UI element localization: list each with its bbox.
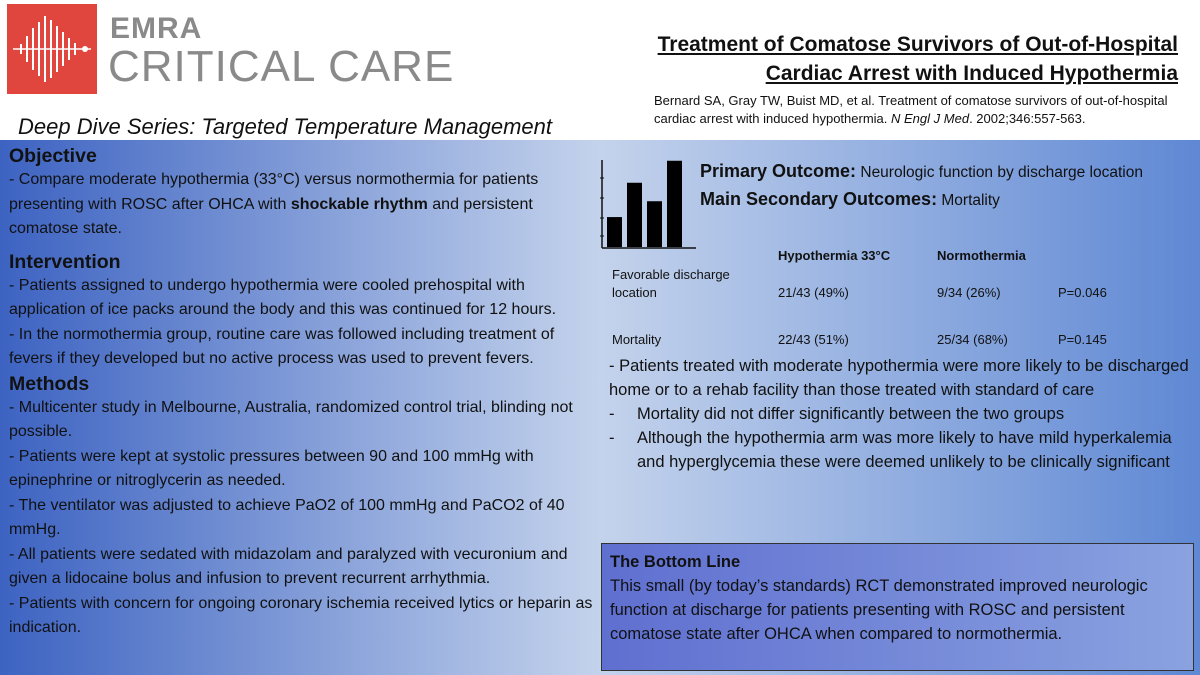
outcomes <box>700 158 1143 214</box>
row-label-line: Favorable discharge <box>612 267 730 282</box>
findings-bullet: - Mortality did not differ significantly between the two groups <box>609 402 1194 426</box>
objective-post: and persistent comatose state. <box>9 195 533 237</box>
methods-heading: Methods <box>9 372 90 395</box>
methods-item: - Multicenter study in Melbourne, Australia, randomized control trial, blinding not possible. <box>9 398 573 440</box>
table-row-label <box>612 266 730 302</box>
chart-icon-bar <box>647 201 662 247</box>
table-header-normothermia: Normothermia <box>937 248 1026 263</box>
table-row-label: Mortality <box>612 332 662 347</box>
chart-icon-bar <box>627 183 642 247</box>
title-line-2: Cardiac Arrest with Induced Hypothermia <box>765 62 1178 85</box>
table-cell-hypothermia: 22/43 (51%) <box>778 332 849 347</box>
bottom-line-heading: The Bottom Line <box>610 553 741 571</box>
secondary-outcome-text: Mortality <box>937 192 1000 209</box>
bottom-line-box <box>601 543 1194 671</box>
findings-bullet-text: Mortality did not differ significantly between the two groups <box>637 405 1065 423</box>
findings-main: - Patients treated with moderate hypothermia were more likely to be discharged home or to a rehab facility than those treated with standard of care <box>609 357 1189 399</box>
chart-icon-bar <box>667 161 682 247</box>
primary-outcome-label: Primary Outcome: <box>700 161 857 181</box>
objective-bold: shockable rhythm <box>290 195 428 213</box>
methods-item: - The ventilator was adjusted to achieve PaO2 of 100 mmHg and PaCO2 of 40 mmHg. <box>9 496 565 538</box>
citation <box>654 92 1194 128</box>
objective-pre: - Compare moderate hypothermia (33°C) versus normothermia for patients presenting with ROSC after OHCA with <box>9 171 539 213</box>
findings-bullet: - Although the hypothermia arm was more likely to have mild hyperkalemia and hyperglycemia these were deemed unlikely to be clinically significant <box>609 426 1194 474</box>
title-line-1: Treatment of Comatose Survivors of Out-of-Hospital <box>657 33 1178 56</box>
series-title: Deep Dive Series: Targeted Temperature Management <box>18 114 553 139</box>
bottom-line-text: This small (by today’s standards) RCT demonstrated improved neurologic function at discharge for patients presenting with ROSC and persistent comatose state after OHCA when compared to normothermia. <box>610 577 1148 643</box>
objective-heading: Objective <box>9 145 97 167</box>
intervention-item: - Patients assigned to undergo hypothermia were cooled prehospital with application of ice packs around the body and this was continued for 12 hours. <box>9 276 557 318</box>
citation-details: . 2002;346:557-563. <box>969 111 1086 126</box>
table-cell-p-value: P=0.046 <box>1058 285 1107 300</box>
table-cell-normothermia: 9/34 (26%) <box>937 285 1001 300</box>
intervention-item: - In the normothermia group, routine care was followed including treatment of fevers if they developed but no active process was used to prevent fevers. <box>9 325 555 367</box>
primary-outcome-text: Neurologic function by discharge location <box>856 164 1143 181</box>
emra-logo-icon <box>7 4 97 94</box>
page-title <box>658 30 1178 88</box>
citation-journal: N Engl J Med <box>891 111 970 126</box>
table-cell-normothermia: 25/34 (68%) <box>937 332 1008 347</box>
logo-emra-text: EMRA <box>110 12 203 45</box>
secondary-outcome-label: Main Secondary Outcomes: <box>700 189 938 209</box>
logo-critical-care-text: CRITICAL CARE <box>108 42 455 91</box>
table-cell-hypothermia: 21/43 (49%) <box>778 285 849 300</box>
intervention-heading: Intervention <box>9 250 121 273</box>
left-column <box>9 144 595 641</box>
findings <box>609 354 1194 474</box>
bar-chart-icon <box>600 158 696 250</box>
findings-bullet-text: Although the hypothermia arm was more likely to have mild hyperkalemia and hyperglycemia these were deemed unlikely to be clinically significant <box>637 429 1172 471</box>
objective-text <box>9 168 595 242</box>
table-cell-p-value: P=0.145 <box>1058 332 1107 347</box>
table-header-hypothermia: Hypothermia 33°C <box>778 248 891 263</box>
row-label-line: location <box>612 285 657 300</box>
citation-authors: Bernard SA, Gray TW, Buist MD, et al. Treatment of comatose survivors of out-of-hospital cardiac arrest with induced hypothermia. <box>654 93 1168 126</box>
methods-item: - All patients were sedated with midazolam and paralyzed with vecuronium and given a lidocaine bolus and infusion to prevent recurrent arrhythmia. <box>9 545 568 587</box>
methods-item: - Patients with concern for ongoing coronary ischemia received lytics or heparin as indication. <box>9 594 593 636</box>
chart-icon-bar <box>607 217 622 247</box>
methods-item: - Patients were kept at systolic pressures between 90 and 100 mmHg with epinephrine or nitroglycerin as needed. <box>9 447 534 489</box>
